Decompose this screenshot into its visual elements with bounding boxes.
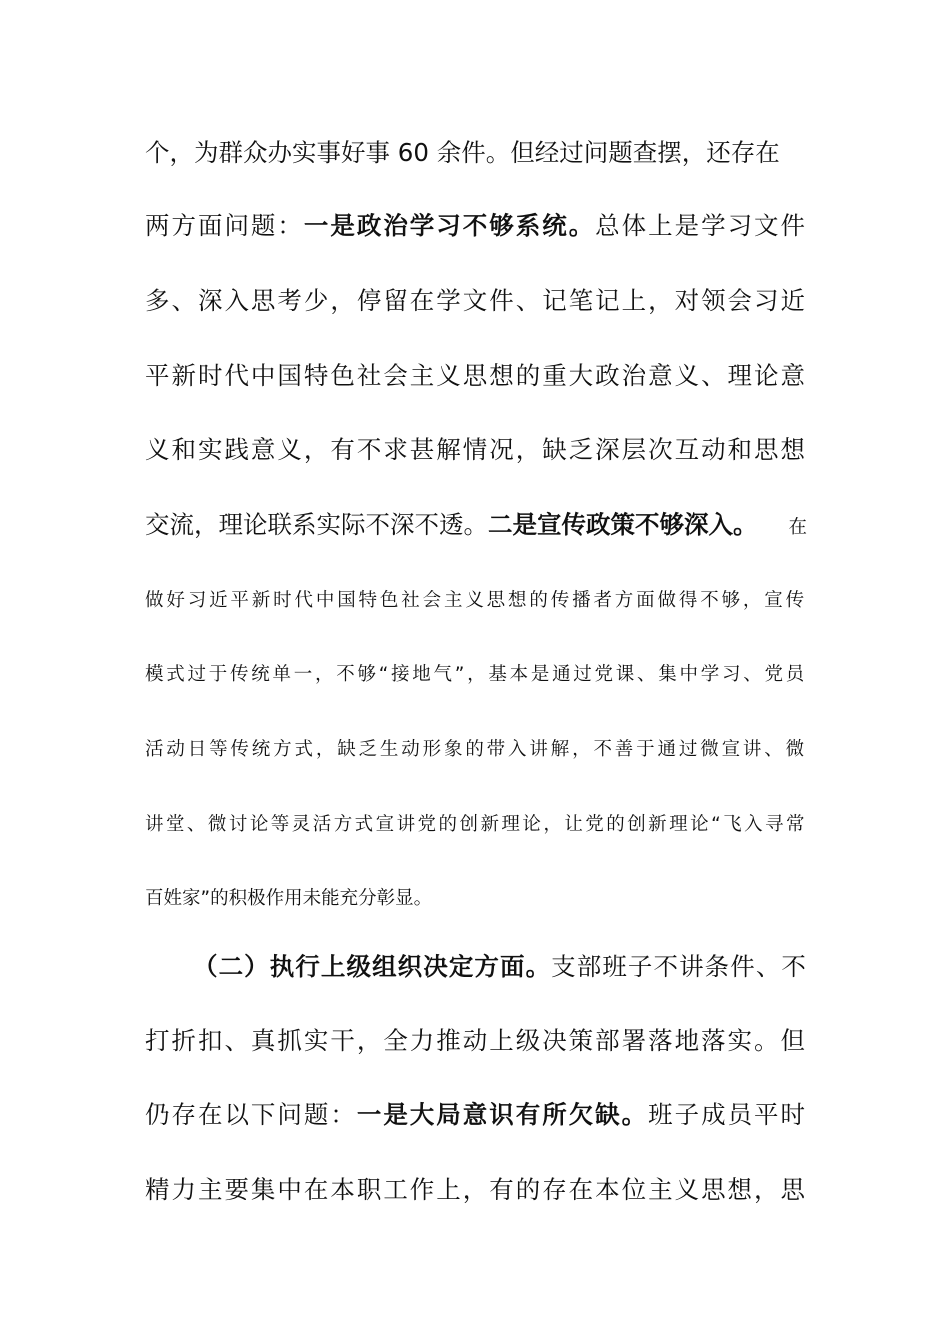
text-line	[145, 431, 807, 466]
text-segment: 模式过于传统单一，不够“接地气”，基本是通过党课、集中学习、党员	[145, 664, 807, 685]
text-line	[145, 810, 807, 836]
text-segment: 支部班子不讲条件、不	[551, 952, 807, 981]
text-segment: 百姓家”的积极作用未能充分彰显。	[145, 888, 433, 909]
text-segment: 做好习近平新时代中国特色社会主义思想的传播者方面做得不够，宣传	[145, 590, 807, 611]
section-heading: （二）执行上级组织决定方面。	[193, 952, 552, 981]
text-line	[193, 948, 807, 983]
text-segment: 个，为群众办实事好事 60 余件。但经过问题查摆，还存在	[145, 138, 780, 167]
text-line	[145, 1022, 807, 1057]
text-segment: 平新时代中国特色社会主义思想的重大政治意义、理论意	[145, 361, 807, 390]
bold-heading: 一是政治学习不够系统。	[303, 211, 596, 240]
text-line	[145, 660, 807, 686]
text-line	[145, 884, 807, 910]
text-segment: 交流，理论联系实际不深不透。	[145, 510, 488, 539]
text-segment: 活动日等传统方式，缺乏生动形象的带入讲解，不善于通过微宣讲、微	[145, 739, 807, 760]
bold-heading: 一是大局意识有所欠缺。	[356, 1100, 649, 1129]
text-line	[145, 586, 807, 612]
text-line	[145, 134, 807, 169]
text-line	[145, 1171, 807, 1206]
text-line	[145, 1096, 807, 1131]
text-segment: 精力主要集中在本职工作上，有的存在本位主义思想，思	[145, 1175, 807, 1204]
text-line	[145, 506, 807, 541]
text-segment: 总体上是学习文件	[595, 211, 807, 240]
text-segment: 打折扣、真抓实干，全力推动上级决策部署落地落实。但	[145, 1026, 807, 1055]
text-segment: 义和实践意义，有不求甚解情况，缺乏深层次互动和思想	[145, 435, 807, 464]
text-segment: 讲堂、微讨论等灵活方式宣讲党的创新理论，让党的创新理论“飞入寻常	[145, 814, 807, 835]
text-line	[145, 357, 807, 392]
text-line	[145, 207, 807, 242]
text-line	[145, 735, 807, 761]
text-segment: 班子成员平时	[648, 1100, 807, 1129]
text-segment: 在	[788, 517, 807, 538]
text-segment: 仍存在以下问题：	[145, 1100, 357, 1129]
text-segment: 两方面问题：	[145, 211, 304, 240]
text-line	[145, 282, 807, 317]
text-segment: 多、深入思考少，停留在学文件、记笔记上，对领会习近	[145, 286, 807, 315]
bold-heading: 二是宣传政策不够深入。	[488, 510, 758, 539]
